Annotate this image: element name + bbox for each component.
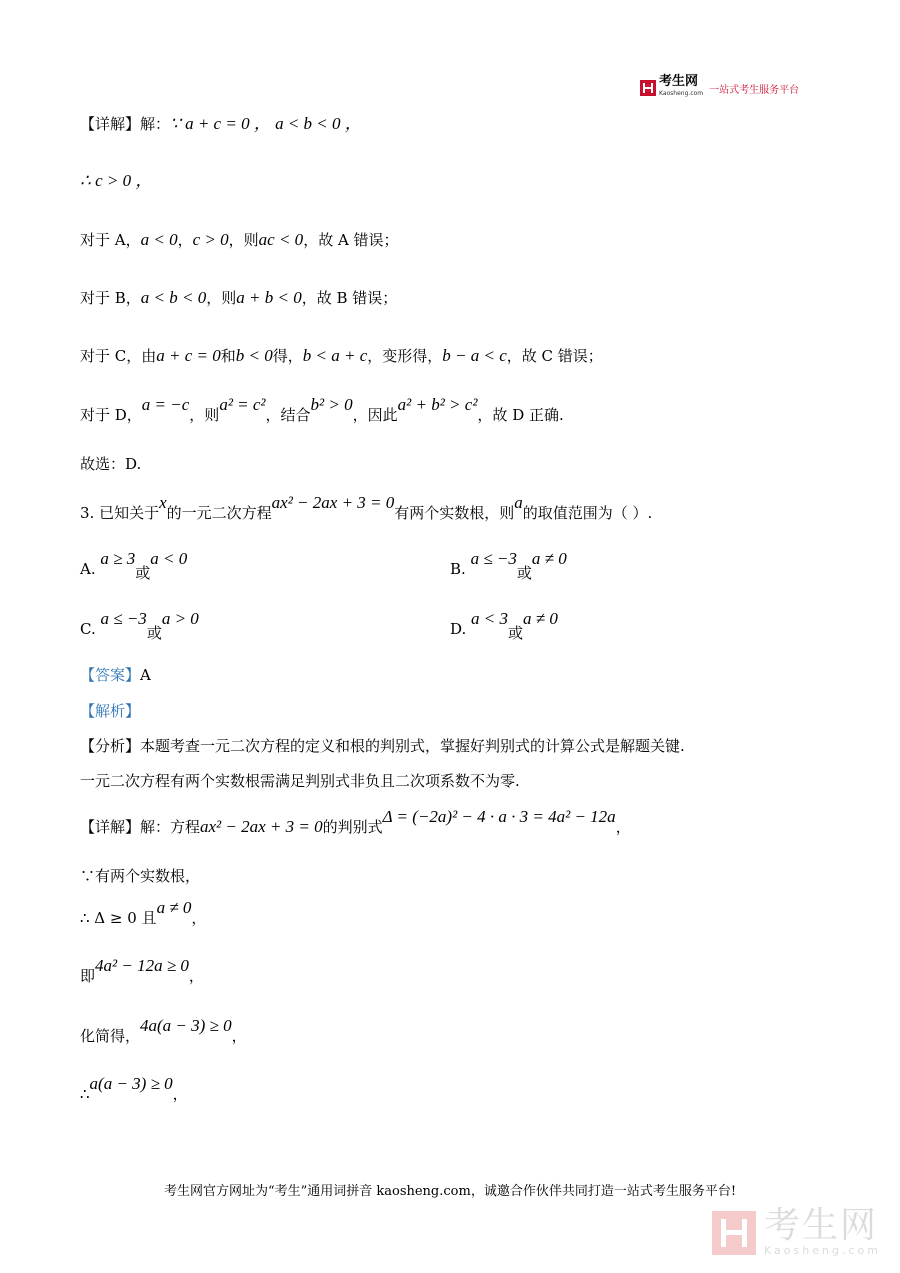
q3-detail-1: 【详解】解：方程ax² − 2ax + 3 = 0的判别式Δ = (−2a)² − 4 · a · 3 = 4a² − 12a， bbox=[80, 807, 631, 836]
q2-line-2: ∴ c > 0 ， bbox=[80, 171, 153, 190]
option-c: C. a ≤ −3或a > 0 bbox=[80, 609, 199, 642]
answer-label: 【答案】 bbox=[80, 666, 141, 684]
option-b: B. a ≤ −3或a ≠ 0 bbox=[450, 549, 567, 582]
header-logo bbox=[640, 76, 799, 100]
q2-line-5: 对于 C，由a + c = 0和b < 0得，b < a + c，变形得，b − a < c，故 C 错误； bbox=[80, 346, 603, 365]
q2-line-1: 【详解】解：∵ a + c = 0 ， a < b < 0 ， bbox=[80, 114, 362, 133]
answer-line bbox=[80, 665, 151, 685]
q2-line-4: 对于 B，a < b < 0，则a + b < 0，故 B 错误； bbox=[80, 288, 398, 307]
kaosheng-watermark-icon bbox=[712, 1211, 756, 1255]
analysis-text: 【分析】本题考查一元二次方程的定义和根的判别式，掌握好判别式的计算公式是解题关键. bbox=[80, 737, 685, 755]
kaosheng-logo-icon bbox=[640, 80, 656, 96]
q3-detail-3: ∴ Δ ≥ 0 且a ≠ 0， bbox=[80, 898, 207, 927]
option-d: D. a < 3或a ≠ 0 bbox=[450, 609, 558, 642]
logo-name: 考生网 Kaosheng.com bbox=[659, 76, 703, 100]
q2-conclusion: 故选：D. bbox=[80, 455, 142, 473]
watermark bbox=[712, 1205, 881, 1257]
watermark-url: Kaosheng.com bbox=[764, 1244, 881, 1257]
footer-text: 考生网官方网址为“考生”通用词拼音 kaosheng.com，诚邀合作伙伴共同打造一站式考生服务平台! bbox=[163, 1184, 737, 1199]
q2-line-3: 对于 A，a < 0，c > 0，则ac < 0，故 A 错误； bbox=[80, 230, 399, 249]
header-slogan: 一站式考生服务平台 bbox=[709, 84, 800, 96]
analysis-label: 【解析】 bbox=[80, 702, 141, 720]
watermark-name: 考生网 bbox=[764, 1205, 879, 1246]
answer-value: A bbox=[140, 666, 151, 684]
option-a: A. a ≥ 3或a < 0 bbox=[80, 549, 188, 582]
q3-detail-4: 即4a² − 12a ≥ 0， bbox=[80, 956, 204, 985]
analysis-text-2: 一元二次方程有两个实数根需满足判别式非负且二次项系数不为零. bbox=[80, 772, 520, 790]
q2-line-6: 对于 D，a = −c，则a² = c²，结合b² > 0，因此a² + b² > c²，故 D 正确. bbox=[80, 395, 564, 424]
logo-url: Kaosheng.com bbox=[659, 90, 704, 97]
q3-detail-6: ∴a(a − 3) ≥ 0， bbox=[80, 1074, 188, 1103]
q3-detail-2: ∵有两个实数根， bbox=[80, 867, 201, 885]
q3-detail-5: 化简得，4a(a − 3) ≥ 0， bbox=[80, 1016, 247, 1045]
q3-stem: 3. 已知关于x的一元二次方程ax² − 2ax + 3 = 0有两个实数根，则a的取值范围为（ ）. bbox=[80, 493, 653, 522]
